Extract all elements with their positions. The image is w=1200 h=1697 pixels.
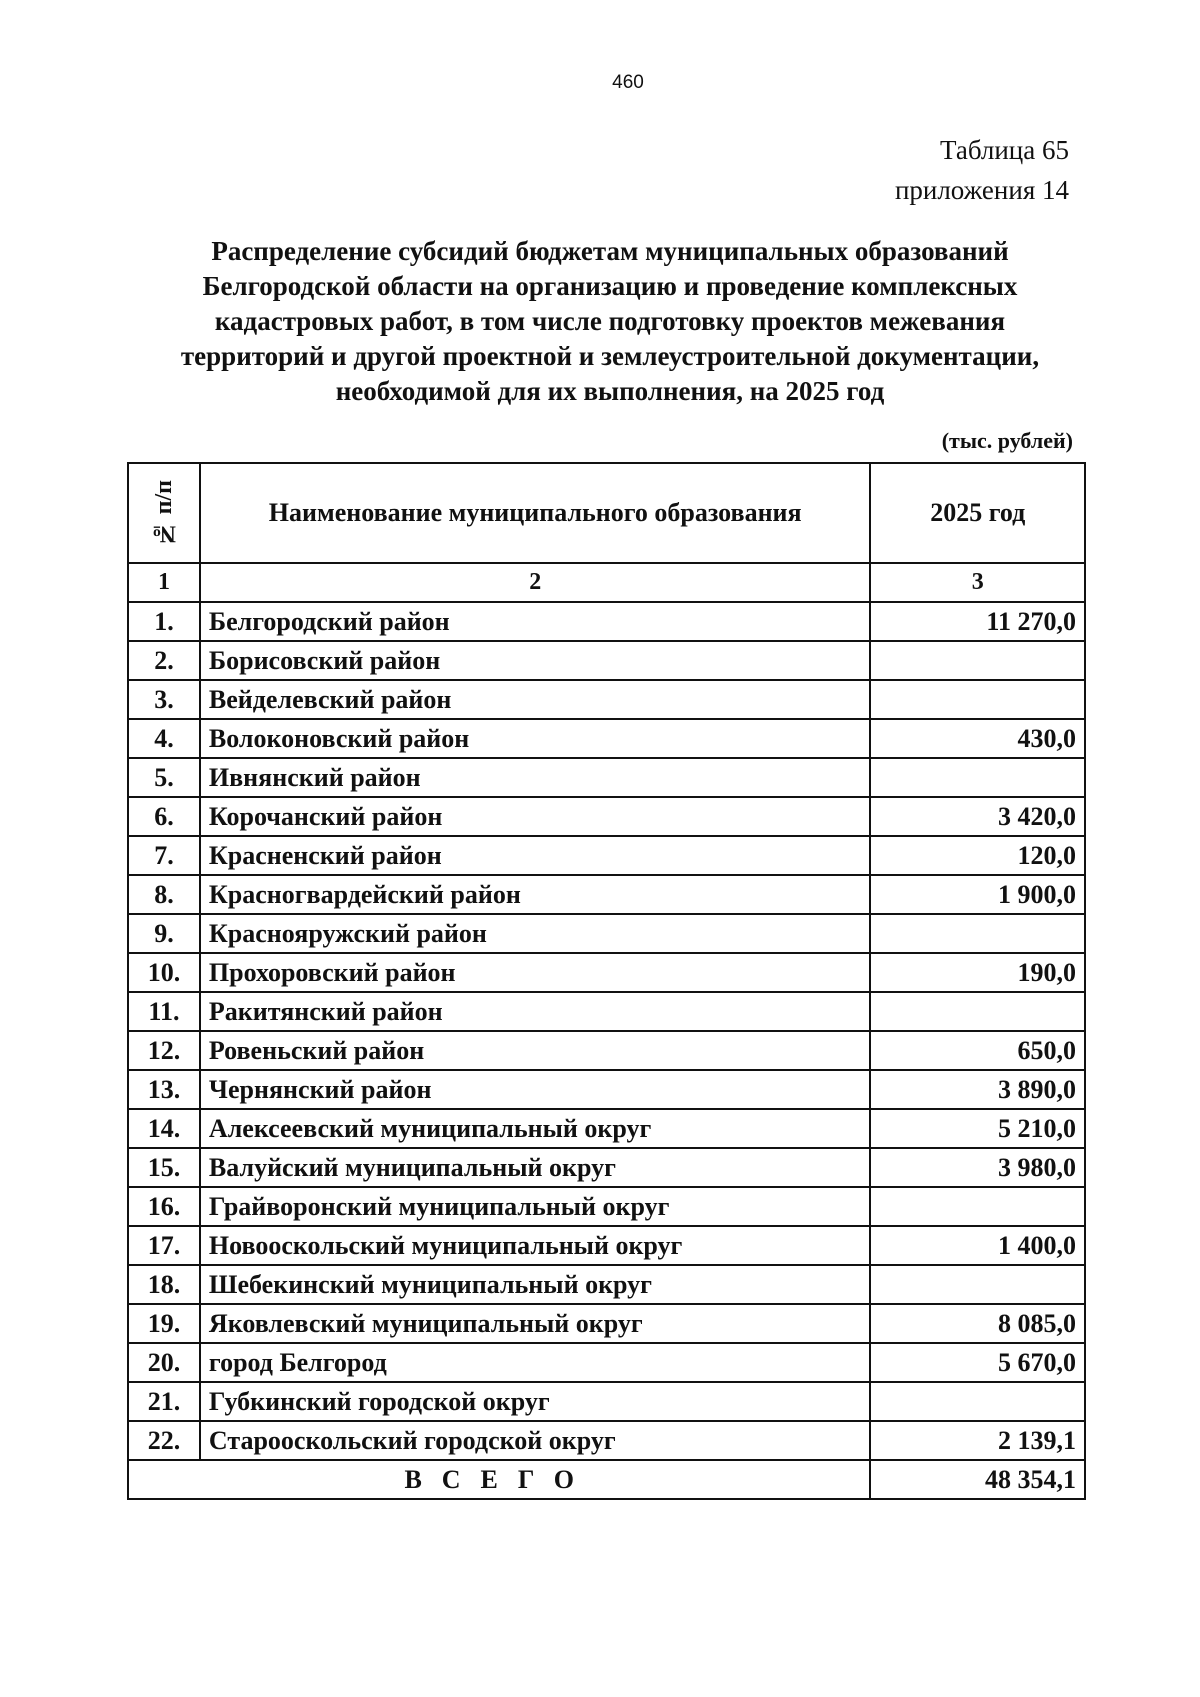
row-number: 22. <box>128 1421 200 1460</box>
table-reference <box>895 130 1069 210</box>
table-row <box>128 758 1085 797</box>
table-row <box>128 641 1085 680</box>
row-value: 3 980,0 <box>870 1148 1085 1187</box>
row-name: Губкинский городской округ <box>200 1382 871 1421</box>
row-number: 12. <box>128 1031 200 1070</box>
row-number: 5. <box>128 758 200 797</box>
table-row <box>128 680 1085 719</box>
table-row <box>128 1109 1085 1148</box>
table-header-row <box>128 463 1085 563</box>
row-name: Корочанский район <box>200 797 871 836</box>
row-number: 19. <box>128 1304 200 1343</box>
appendix-number: приложения 14 <box>894 175 1069 205</box>
total-value: 48 354,1 <box>870 1460 1085 1499</box>
title-line: необходимой для их выполнения, на 2025 год <box>335 376 885 406</box>
row-value <box>870 992 1085 1031</box>
row-name: Шебекинский муниципальный округ <box>200 1265 871 1304</box>
row-value <box>870 914 1085 953</box>
row-number: 11. <box>128 992 200 1031</box>
row-value <box>870 641 1085 680</box>
row-value: 120,0 <box>870 836 1085 875</box>
total-row <box>128 1460 1085 1499</box>
row-number: 20. <box>128 1343 200 1382</box>
units-label: (тыс. рублей) <box>941 428 1073 453</box>
row-name: город Белгород <box>200 1343 871 1382</box>
table-row <box>128 836 1085 875</box>
header-year-cell: 2025 год <box>870 463 1085 563</box>
page-number: 460 <box>612 72 644 93</box>
row-number: 10. <box>128 953 200 992</box>
table-row <box>128 1421 1085 1460</box>
row-value: 1 400,0 <box>870 1226 1085 1265</box>
row-value <box>870 680 1085 719</box>
row-name: Алексеевский муниципальный округ <box>200 1109 871 1148</box>
row-value <box>870 1382 1085 1421</box>
row-value: 1 900,0 <box>870 875 1085 914</box>
title-line: территорий и другой проектной и землеустроительной документации, <box>180 341 1040 371</box>
row-value: 190,0 <box>870 953 1085 992</box>
table-row <box>128 1148 1085 1187</box>
column-number: 2 <box>200 563 871 602</box>
table-row <box>128 1265 1085 1304</box>
row-number: 4. <box>128 719 200 758</box>
row-name: Красненский район <box>200 836 871 875</box>
total-label: ВСЕГО <box>128 1460 870 1499</box>
row-value: 2 139,1 <box>870 1421 1085 1460</box>
row-value <box>870 758 1085 797</box>
row-name: Вейделевский район <box>200 680 871 719</box>
header-number-cell <box>128 463 200 563</box>
row-name: Ракитянский район <box>200 992 871 1031</box>
row-number: 1. <box>128 602 200 641</box>
row-number: 2. <box>128 641 200 680</box>
row-value: 430,0 <box>870 719 1085 758</box>
row-name: Грайворонский муниципальный округ <box>200 1187 871 1226</box>
row-name: Новооскольский муниципальный округ <box>200 1226 871 1265</box>
table-number: Таблица 65 <box>940 135 1069 165</box>
table-row <box>128 914 1085 953</box>
table-row <box>128 1343 1085 1382</box>
row-number: 17. <box>128 1226 200 1265</box>
row-name: Волоконовский район <box>200 719 871 758</box>
row-number: 16. <box>128 1187 200 1226</box>
row-name: Ивнянский район <box>200 758 871 797</box>
table-row <box>128 602 1085 641</box>
table-row <box>128 1031 1085 1070</box>
row-value: 5 670,0 <box>870 1343 1085 1382</box>
row-value: 5 210,0 <box>870 1109 1085 1148</box>
table-body <box>128 463 1085 1499</box>
row-name: Красногвардейский район <box>200 875 871 914</box>
row-number: 18. <box>128 1265 200 1304</box>
row-number: 9. <box>128 914 200 953</box>
row-name: Чернянский район <box>200 1070 871 1109</box>
row-name: Белгородский район <box>200 602 871 641</box>
table-row <box>128 992 1085 1031</box>
row-number: 8. <box>128 875 200 914</box>
row-number: 6. <box>128 797 200 836</box>
table-row <box>128 953 1085 992</box>
table-row <box>128 1382 1085 1421</box>
row-number: 21. <box>128 1382 200 1421</box>
header-number-label: № п/п <box>150 479 177 547</box>
row-value: 3 420,0 <box>870 797 1085 836</box>
row-value <box>870 1265 1085 1304</box>
row-value: 650,0 <box>870 1031 1085 1070</box>
table-row <box>128 1187 1085 1226</box>
subsidy-table <box>127 462 1086 1500</box>
column-number: 3 <box>870 563 1085 602</box>
row-name: Краснояружский район <box>200 914 871 953</box>
row-number: 13. <box>128 1070 200 1109</box>
row-name: Валуйский муниципальный округ <box>200 1148 871 1187</box>
row-name: Старооскольский городской округ <box>200 1421 871 1460</box>
row-name: Борисовский район <box>200 641 871 680</box>
row-value <box>870 1187 1085 1226</box>
table-row <box>128 1304 1085 1343</box>
row-name: Ровеньский район <box>200 1031 871 1070</box>
row-number: 14. <box>128 1109 200 1148</box>
table-row <box>128 719 1085 758</box>
row-value: 3 890,0 <box>870 1070 1085 1109</box>
header-name-cell: Наименование муниципального образования <box>200 463 871 563</box>
row-number: 7. <box>128 836 200 875</box>
row-name: Прохоровский район <box>200 953 871 992</box>
table-row <box>128 797 1085 836</box>
title-line: Белгородской области на организацию и проведение комплексных <box>202 271 1018 301</box>
table-row <box>128 1226 1085 1265</box>
table-row <box>128 1070 1085 1109</box>
table-row <box>128 875 1085 914</box>
document-title <box>130 234 1090 409</box>
row-value: 11 270,0 <box>870 602 1085 641</box>
title-line: кадастровых работ, в том числе подготовку проектов межевания <box>214 306 1006 336</box>
row-name: Яковлевский муниципальный округ <box>200 1304 871 1343</box>
column-number: 1 <box>128 563 200 602</box>
column-numbers-row <box>128 563 1085 602</box>
row-number: 15. <box>128 1148 200 1187</box>
row-value: 8 085,0 <box>870 1304 1085 1343</box>
row-number: 3. <box>128 680 200 719</box>
title-line: Распределение субсидий бюджетам муниципальных образований <box>211 236 1009 266</box>
